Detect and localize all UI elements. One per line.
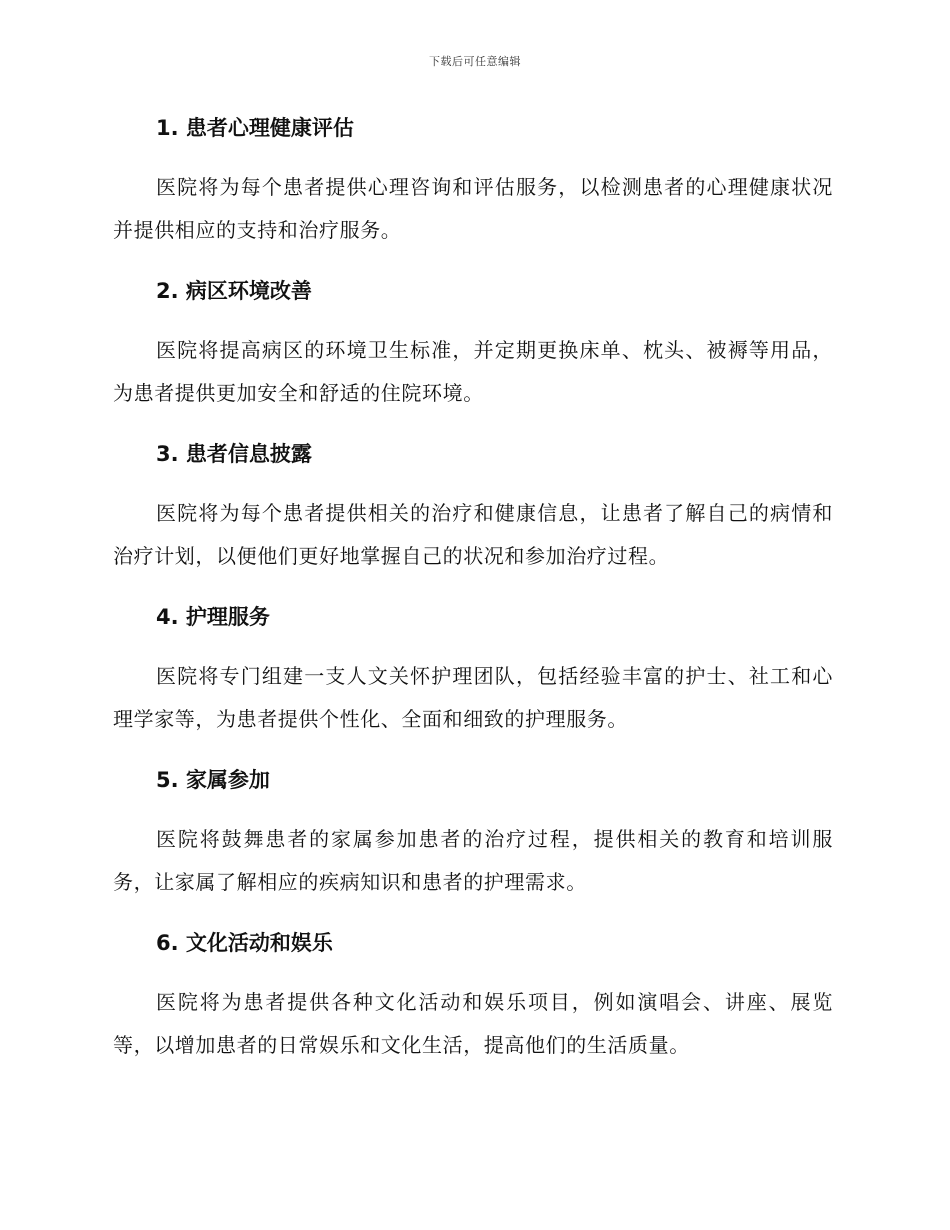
section-1 bbox=[113, 112, 833, 252]
section-heading: 4. 护理服务 bbox=[156, 605, 270, 629]
section-paragraph: 医院将为每个患者提供心理咨询和评估服务，以检测患者的心理健康状况并提供相应的支持和治疗服务。 bbox=[113, 175, 833, 242]
section-5 bbox=[113, 764, 833, 904]
section-heading: 2. 病区环境改善 bbox=[156, 279, 312, 303]
section-paragraph: 医院将为患者提供各种文化活动和娱乐项目，例如演唱会、讲座、展览等，以增加患者的日常娱乐和文化生活，提高他们的生活质量。 bbox=[113, 990, 833, 1057]
section-paragraph: 医院将为每个患者提供相关的治疗和健康信息，让患者了解自己的病情和治疗计划，以便他们更好地掌握自己的状况和参加治疗过程。 bbox=[113, 501, 833, 568]
document-body bbox=[113, 112, 833, 1090]
section-3 bbox=[113, 438, 833, 578]
section-heading: 6. 文化活动和娱乐 bbox=[156, 931, 333, 955]
section-6 bbox=[113, 927, 833, 1067]
section-paragraph: 医院将鼓舞患者的家属参加患者的治疗过程，提供相关的教育和培训服务，让家属了解相应的疾病知识和患者的护理需求。 bbox=[113, 827, 833, 894]
section-heading: 3. 患者信息披露 bbox=[156, 442, 312, 466]
section-heading: 1. 患者心理健康评估 bbox=[156, 116, 354, 140]
section-heading: 5. 家属参加 bbox=[156, 768, 270, 792]
section-paragraph: 医院将提高病区的环境卫生标准，并定期更换床单、枕头、被褥等用品，为患者提供更加安全和舒适的住院环境。 bbox=[113, 338, 833, 405]
section-paragraph: 医院将专门组建一支人文关怀护理团队，包括经验丰富的护士、社工和心理学家等，为患者提供个性化、全面和细致的护理服务。 bbox=[113, 664, 833, 731]
page-header-note: 下载后可任意编辑 bbox=[429, 55, 521, 68]
section-2 bbox=[113, 275, 833, 415]
section-4 bbox=[113, 601, 833, 741]
